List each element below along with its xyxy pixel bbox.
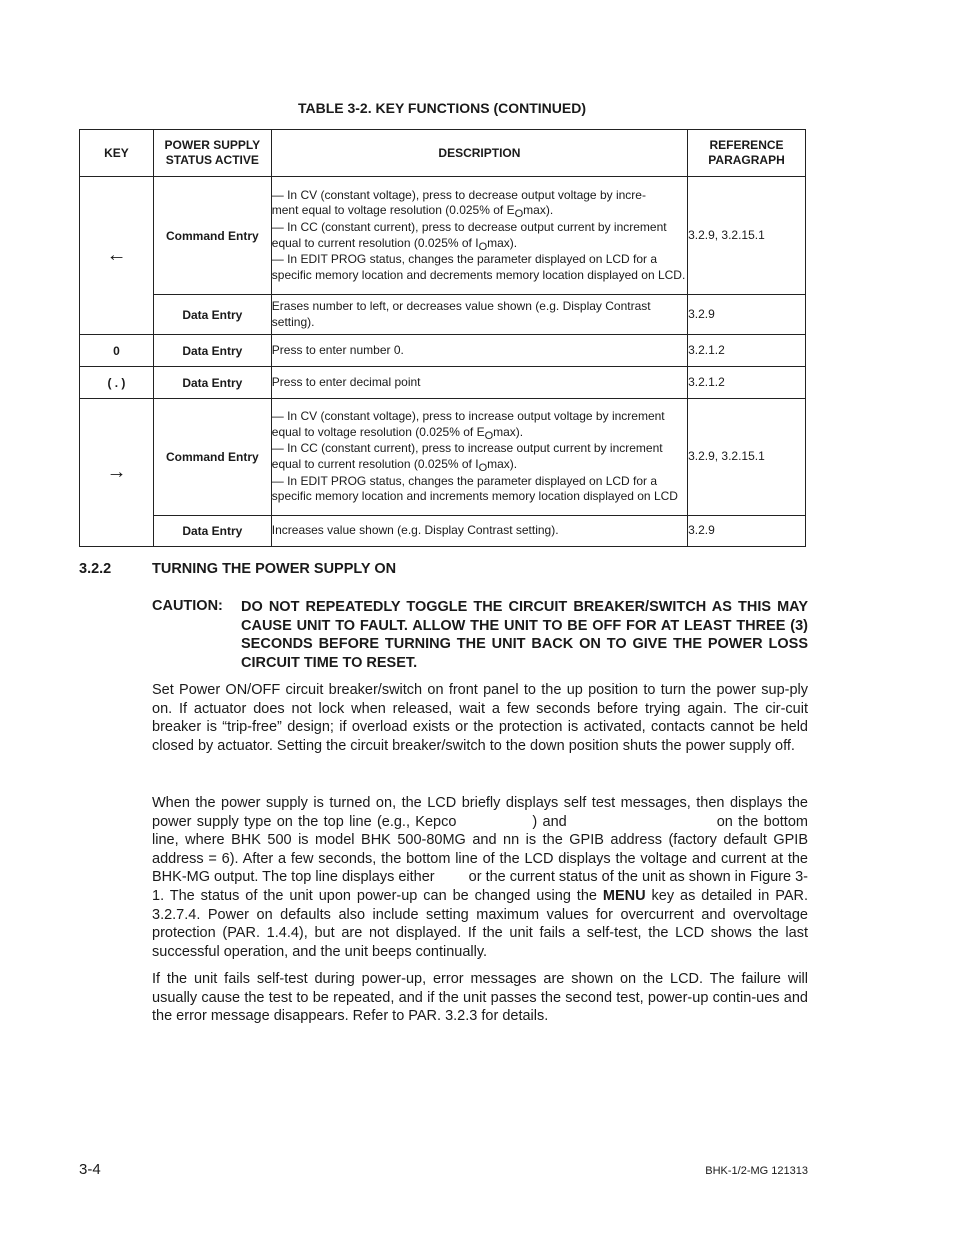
desc-line: equal to voltage resolution (0.025% of EOmax). [271, 424, 524, 442]
table-header-row [80, 130, 806, 177]
caution-text: DO NOT REPEATEDLY TOGGLE THE CIRCUIT BREAKER/SWITCH AS THIS MAY CAUSE UNIT TO FAULT. ALLOW THE UNIT TO BE OFF FOR AT LEAST THREE (3) SECONDS BEFORE TURNING THE UNIT BACK ON TO GIVE THE POWER LOSS CIRCUIT TIME TO RESET. [241, 599, 808, 671]
description-cell: Press to enter number 0. [271, 335, 687, 367]
reference-cell: 3.2.1.2 [688, 367, 806, 399]
desc-line: — In CC (constant current), press to decrease output current by increment [271, 219, 667, 234]
key-functions-table [79, 129, 806, 547]
desc-line: — In CV (constant voltage), press to increase output voltage by increment [271, 409, 665, 424]
paragraph-self-test: If the unit fails self-test during power-up, error messages are shown on the LCD. The failure will usually cause the test to be repeated, and if the unit passes the second test, power-up contin-ues and the error message disappears. Refer to PAR. 3.2.3 for details. [152, 971, 808, 1025]
key-cell-left-arrow [80, 177, 154, 335]
header-description: DESCRIPTION [271, 130, 687, 177]
section-number: 3.2.2 [79, 561, 112, 577]
desc-line: — In EDIT PROG status, changes the parameter displayed on LCD for a specific memory location and increments memory location displayed on LCD [271, 473, 678, 504]
page-number: 3-4 [79, 1161, 101, 1178]
caution-label: CAUTION: [152, 598, 223, 614]
description-cell: Erases number to left, or decreases value shown (e.g. Display Contrast setting). [271, 295, 687, 335]
table-title: TABLE 3-2. KEY FUNCTIONS (CONTINUED) [297, 100, 587, 116]
section-title: TURNING THE POWER SUPPLY ON [152, 561, 397, 577]
description-cell [271, 399, 687, 516]
reference-cell: 3.2.9, 3.2.15.1 [688, 399, 806, 516]
status-cell: Command Entry [153, 399, 271, 516]
table-row [80, 367, 806, 399]
desc-line: equal to current resolution (0.025% of IOmax). [271, 457, 518, 474]
status-cell: Data Entry [153, 335, 271, 367]
status-cell: Data Entry [153, 516, 271, 547]
desc-line: — In CC (constant current), press to increase output current by increment [271, 441, 663, 456]
key-cell-zero: 0 [80, 335, 154, 367]
table-row [80, 516, 806, 547]
menu-key-label: MENU [602, 887, 646, 904]
reference-cell: 3.2.1.2 [688, 335, 806, 367]
description-cell [271, 177, 687, 295]
reference-cell: 3.2.9 [688, 516, 806, 547]
desc-line: — In CV (constant voltage), press to decrease output voltage by incre- [271, 187, 646, 202]
key-cell-right-arrow [80, 399, 154, 547]
header-reference-line2: PARAGRAPH [708, 153, 785, 167]
reference-cell: 3.2.9 [688, 295, 806, 335]
status-cell: Command Entry [153, 177, 271, 295]
header-status-line1: POWER SUPPLY [164, 138, 261, 152]
reference-cell: 3.2.9, 3.2.15.1 [688, 177, 806, 295]
description-cell: Increases value shown (e.g. Display Contrast setting). [271, 516, 687, 547]
document-id: BHK-1/2-MG 121313 [705, 1165, 808, 1177]
header-status [153, 130, 271, 177]
key-cell-decimal: ( . ) [80, 367, 154, 399]
header-reference [688, 130, 806, 177]
table-row [80, 295, 806, 335]
right-arrow-icon: → [106, 461, 127, 483]
header-reference-line1: REFERENCE [709, 138, 784, 152]
left-arrow-icon: ← [106, 244, 127, 266]
desc-line: — In EDIT PROG status, changes the parameter displayed on LCD for a specific memory location and decrements memory location displayed on LCD. [271, 252, 686, 282]
table-row [80, 335, 806, 367]
desc-line: equal to current resolution (0.025% of IOmax). [271, 235, 518, 253]
paragraph-lcd-display: When the power supply is turned on, the LCD briefly displays self test messages, then displays the power supply type on the top line (e.g., Kepco ) and on the bottom line, where BHK 500 is model BHK 500-80MG and nn is the GPIB address (factory default GPIB address = 6). After a few seconds, the bottom line of the LCD displays the voltage and current at the BHK-MG output. The top line displays either or the current status of the unit as shown in Figure 3-1. The status of the unit upon power-up can be changed using the MENU key as detailed in PAR. 3.2.7.4. Power on defaults also include setting maximum values for overcurrent and overvoltage protection (PAR. 1.4.4), but are not displayed. If the unit fails a self-test, the LCD shows the last successful operation, and the unit beeps continually. [152, 795, 809, 960]
status-cell: Data Entry [153, 367, 271, 399]
table-row [80, 399, 806, 516]
paragraph-power-on: Set Power ON/OFF circuit breaker/switch on front panel to the up position to turn the power sup-ply on. If actuator does not lock when released, wait a few seconds before trying again. The cir-cuit breaker is “trip-free” design; if overload exists or the protection is activated, contacts cannot be held closed by actuator. Setting the circuit breaker/switch to the down position shuts the power supply off. [152, 682, 808, 754]
description-cell: Press to enter decimal point [271, 367, 687, 399]
desc-line: ment equal to voltage resolution (0.025% of EOmax). [271, 203, 554, 221]
header-status-line2: STATUS ACTIVE [165, 153, 259, 167]
status-cell: Data Entry [153, 295, 271, 335]
table-row [80, 177, 806, 295]
header-key: KEY [80, 130, 154, 177]
